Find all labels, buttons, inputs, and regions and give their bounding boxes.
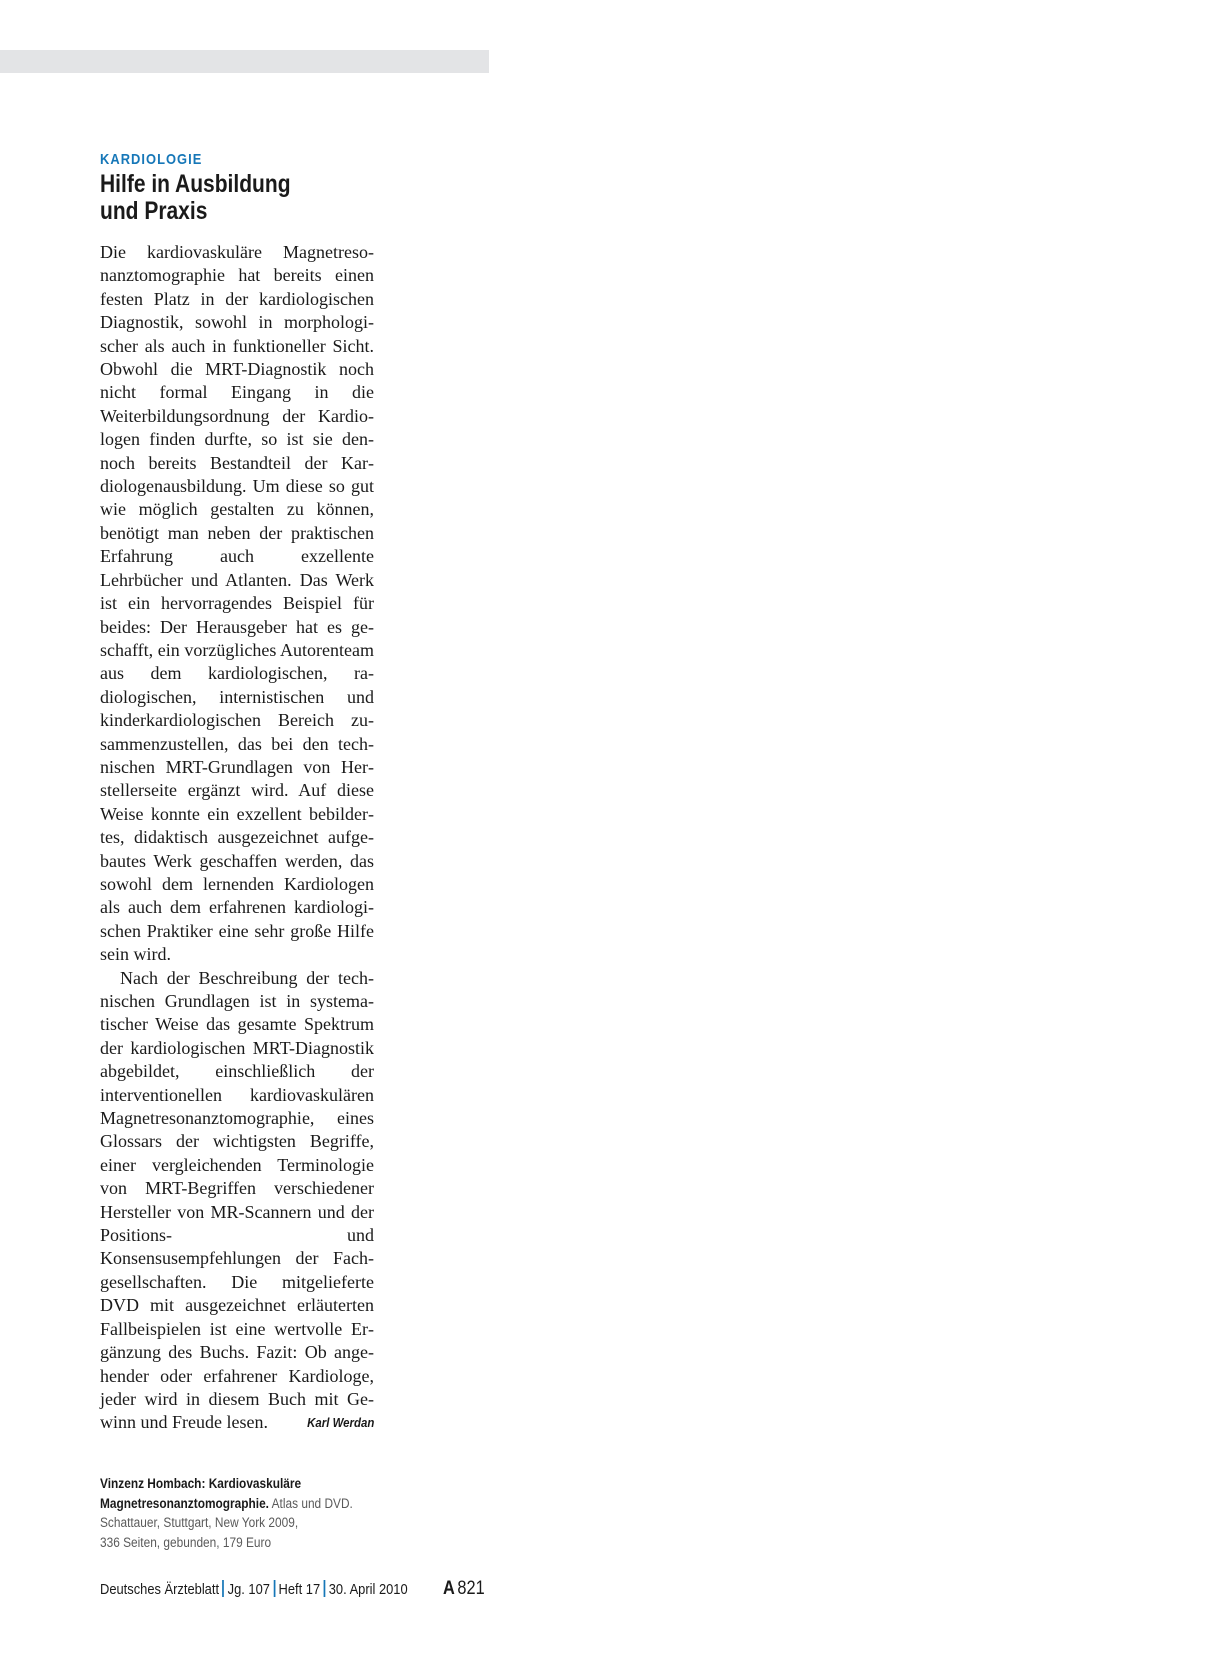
- body-paragraph-1: Die kardiovaskuläre Magnetresonanztomographie hat bereits einen festen Platz in der kardiologischen Diagnostik, sowohl in morphologischer als auch in funktioneller Sicht. Obwohl die MRT-Diagnostik noch nicht formal Eingang in die Weiterbildungsordnung der Kardiologen finden durfte, so ist sie dennoch bereits Bestandteil der Kardiologenausbildung. Um diese so gut wie möglich gestalten zu können, benötigt man neben der praktischen Erfahrung auch exzellente Lehrbücher und Atlanten. Das Werk ist ein hervorragendes Beispiel für beides: Der Herausgeber hat es geschafft, ein vorzügliches Autorenteam aus dem kardiologischen, radiologischen, internistischen und kinderkardiologischen Bereich zusammenzustellen, das bei den technischen MRT-Grundlagen von Herstellerseite ergänzt wird. Auf diese Weise konnte ein exzellent bebildertes, didaktisch ausgezeichnet aufgebautes Werk geschaffen werden, das sowohl dem lernenden Kardiologen als auch dem erfahrenen kardiologischen Praktiker eine sehr große Hilfe sein wird.: [100, 242, 374, 965]
- body-paragraph-2-text: Nach der Beschreibung der technischen Grundlagen ist in systematischer Weise das gesamte Spektrum der kardiologischen MRT-Diagnostik abgebildet, einschließlich der interventionellen kardiovaskulären Magnetresonanztomographie, eines Glossars der wichtigsten Begriffe, einer vergleichenden Terminologie von MRT-Begriffen verschiedener Hersteller von MR-Scannern und der Positions- und Konsensusempfehlungen der Fachgesellschaften. Die mitgelieferte DVD mit ausgezeichnet erläuterten Fallbeispielen ist eine wertvolle Ergänzung des Buchs. Fazit: Ob angehender oder erfahrener Kardiologe, jeder wird in diesem Buch mit Gewinn und Freude lesen.: [100, 967, 374, 1433]
- page-number: [443, 1577, 485, 1601]
- book-format: Atlas und DVD.: [268, 1495, 353, 1511]
- journal-date: 30. April 2010: [328, 1581, 408, 1598]
- footer-separator: [324, 1580, 326, 1597]
- top-bar: [0, 50, 489, 73]
- headline-line-1: Hilfe in Ausbildung: [100, 170, 291, 198]
- book-author-title: Vinzenz Hombach: Kardiovaskuläre: [100, 1476, 302, 1491]
- footer-separator: [222, 1580, 224, 1597]
- book-info-line-1: [100, 1474, 353, 1494]
- footer-separator: [273, 1580, 275, 1597]
- journal-issue: Heft 17: [278, 1581, 321, 1598]
- author-signature: Karl Werdan: [306, 1415, 374, 1431]
- body-paragraph-2: [100, 967, 374, 1435]
- journal-volume: Jg. 107: [227, 1581, 270, 1598]
- page-footer: [100, 1580, 408, 1600]
- book-info-line-2: [100, 1494, 353, 1514]
- section-rubric: KARDIOLOGIE: [100, 151, 203, 168]
- page-prefix: A: [443, 1578, 455, 1599]
- book-publisher: Schattauer, Stuttgart, New York 2009,: [100, 1515, 299, 1530]
- article-headline: [100, 171, 374, 225]
- journal-name: Deutsches Ärzteblatt: [100, 1581, 220, 1598]
- book-title: Magnetresonanztomographie.: [100, 1495, 269, 1511]
- book-info: [100, 1474, 353, 1552]
- book-details: 336 Seiten, gebunden, 179 Euro: [100, 1534, 272, 1550]
- headline-line-2: und Praxis: [100, 197, 208, 225]
- article: [100, 150, 374, 1435]
- page-number-value: 821: [457, 1578, 485, 1599]
- article-body: [100, 241, 374, 1435]
